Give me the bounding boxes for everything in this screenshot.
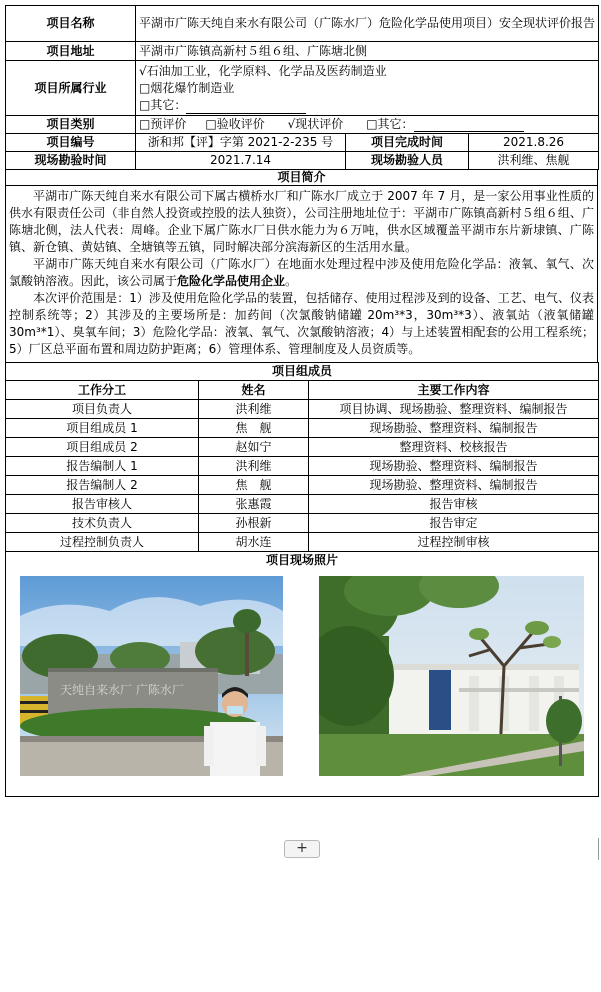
info-table xyxy=(5,5,599,170)
intro-title: 项目简介 xyxy=(6,170,598,186)
industry-option-chemical: √石油加工业，化学原料、化学品及医药制造业 xyxy=(139,63,387,78)
team-header-role: 工作分工 xyxy=(6,381,199,400)
type-option-pre: □预评价 xyxy=(139,117,187,131)
project-name-value: 平湖市广陈天纯自来水有限公司（广陈水厂）危险化学品使用项目）安全现状评价报告 xyxy=(136,6,599,42)
intro-emphasis: 危险化学品使用企业 xyxy=(177,274,286,288)
team-name: 焦 舰 xyxy=(199,476,309,495)
team-role: 过程控制负责人 xyxy=(6,533,199,552)
table-row xyxy=(6,495,599,514)
team-work: 项目协调、现场勘验、整理资料、编制报告 xyxy=(309,400,599,419)
project-address-value: 平湖市广陈镇高新村５组６组、广陈塘北侧 xyxy=(136,42,599,61)
survey-time-value: 2021.7.14 xyxy=(136,152,346,170)
table-row xyxy=(6,457,599,476)
complete-time-label: 项目完成时间 xyxy=(346,134,469,152)
table-row xyxy=(6,419,599,438)
table-row xyxy=(6,400,599,419)
survey-person-value: 洪利维、焦舰 xyxy=(469,152,599,170)
site-photo-plant xyxy=(319,576,584,776)
industry-option-fireworks: □烟花爆竹制造业 xyxy=(139,80,235,95)
team-header-row xyxy=(6,381,599,400)
team-header-work: 主要工作内容 xyxy=(309,381,599,400)
project-number-label: 项目编号 xyxy=(6,134,136,152)
entrance-sign-text: 天纯自来水厂 广陈水厂 xyxy=(60,683,184,697)
project-address-label: 项目地址 xyxy=(6,42,136,61)
report-sheet xyxy=(5,5,598,797)
team-work: 现场勘验、整理资料、编制报告 xyxy=(309,457,599,476)
intro-paragraph-3: 本次评价范围是：1）涉及使用危险化学品的装置，包括储存、使用过程涉及到的设备、工艺、电气、仪表控制系统等；2）其涉及的主要场所是：加药间（次氯酸钠储罐 20m³*3，30m³*3）、液氧站（液氧储罐 30m³*1）、臭氧车间；3）危险化学品：液氧、氧气、次氯酸钠溶液；4）与上述装置相配套的公用工程系统；5）厂区总平面布置和周边防护距离；6）管理体系、管理制度及人员资质等。 xyxy=(9,291,594,356)
row-intro-title xyxy=(6,170,598,186)
site-photo-entrance xyxy=(20,576,283,776)
type-option-other: □其它： xyxy=(366,117,414,131)
photos-title: 项目现场照片 xyxy=(6,552,599,570)
project-name-label: 项目名称 xyxy=(6,6,136,42)
row-intro-body xyxy=(6,186,598,363)
table-row xyxy=(6,438,599,457)
team-role: 报告审核人 xyxy=(6,495,199,514)
team-work: 报告审核 xyxy=(309,495,599,514)
team-name: 洪利维 xyxy=(199,457,309,476)
team-role: 报告编制人 1 xyxy=(6,457,199,476)
team-work: 报告审定 xyxy=(309,514,599,533)
photo-area xyxy=(6,569,598,796)
team-role: 项目组成员 2 xyxy=(6,438,199,457)
type-option-current: √现状评价 xyxy=(287,117,344,131)
type-option-acceptance: □验收评价 xyxy=(205,117,265,131)
project-type-label: 项目类别 xyxy=(6,116,136,134)
team-work: 现场勘验、整理资料、编制报告 xyxy=(309,419,599,438)
row-project-industry xyxy=(6,61,599,116)
intro-paragraph-1: 平湖市广陈天纯自来水有限公司下属古横桥水厂和广陈水厂成立于 2007 年 7 月，是一家公用事业性质的供水有限责任公司（非自然人投资或控股的法人独资），公司注册地址位于：平湖市广陈镇高新村５组６组、广陈塘北侧，法人代表：周峰。企业下属广陈水厂日供水能力为６万吨，供水区域覆盖平湖市东片新埭镇、广陈镇、新仓镇、黄姑镇、全塘镇等五镇，同时解决部分滨海新区的生活用水量。 xyxy=(9,189,594,254)
team-work: 整理资料、校核报告 xyxy=(309,438,599,457)
table-row xyxy=(6,514,599,533)
team-name: 赵如宁 xyxy=(199,438,309,457)
row-photos-title xyxy=(6,552,599,570)
table-row xyxy=(6,533,599,552)
edge-divider xyxy=(598,838,599,860)
team-name: 张惠霞 xyxy=(199,495,309,514)
team-role: 项目组成员 1 xyxy=(6,419,199,438)
survey-time-label: 现场勘验时间 xyxy=(6,152,136,170)
row-project-type xyxy=(6,116,599,134)
team-table xyxy=(5,362,599,797)
row-survey xyxy=(6,152,599,170)
row-project-address xyxy=(6,42,599,61)
complete-time-value: 2021.8.26 xyxy=(469,134,599,152)
team-work: 过程控制审核 xyxy=(309,533,599,552)
row-team-title xyxy=(6,363,599,381)
team-name: 洪利维 xyxy=(199,400,309,419)
team-role: 项目负责人 xyxy=(6,400,199,419)
team-name: 孙根新 xyxy=(199,514,309,533)
survey-person-label: 现场勘验人员 xyxy=(346,152,469,170)
table-row xyxy=(6,476,599,495)
row-project-number xyxy=(6,134,599,152)
team-name: 胡水连 xyxy=(199,533,309,552)
intro-table xyxy=(5,169,598,363)
team-title: 项目组成员 xyxy=(6,363,599,381)
row-photos xyxy=(6,569,599,797)
add-button[interactable]: + xyxy=(284,840,320,858)
team-work: 现场勘验、整理资料、编制报告 xyxy=(309,476,599,495)
project-industry-label: 项目所属行业 xyxy=(6,61,136,116)
team-name: 焦 舰 xyxy=(199,419,309,438)
project-number-value: 浙和邦【评】字第 2021-2-235 号 xyxy=(136,134,346,152)
team-role: 报告编制人 2 xyxy=(6,476,199,495)
team-header-name: 姓名 xyxy=(199,381,309,400)
intro-paragraph-2: 平湖市广陈天纯自来水有限公司（广陈水厂）在地面水处理过程中涉及使用危险化学品：液氧、氧气、次氯酸钠溶液。因此，该公司属于危险化学品使用企业。 xyxy=(9,257,594,288)
industry-option-other: □其它： xyxy=(139,97,595,114)
row-project-name xyxy=(6,6,599,42)
team-role: 技术负责人 xyxy=(6,514,199,533)
